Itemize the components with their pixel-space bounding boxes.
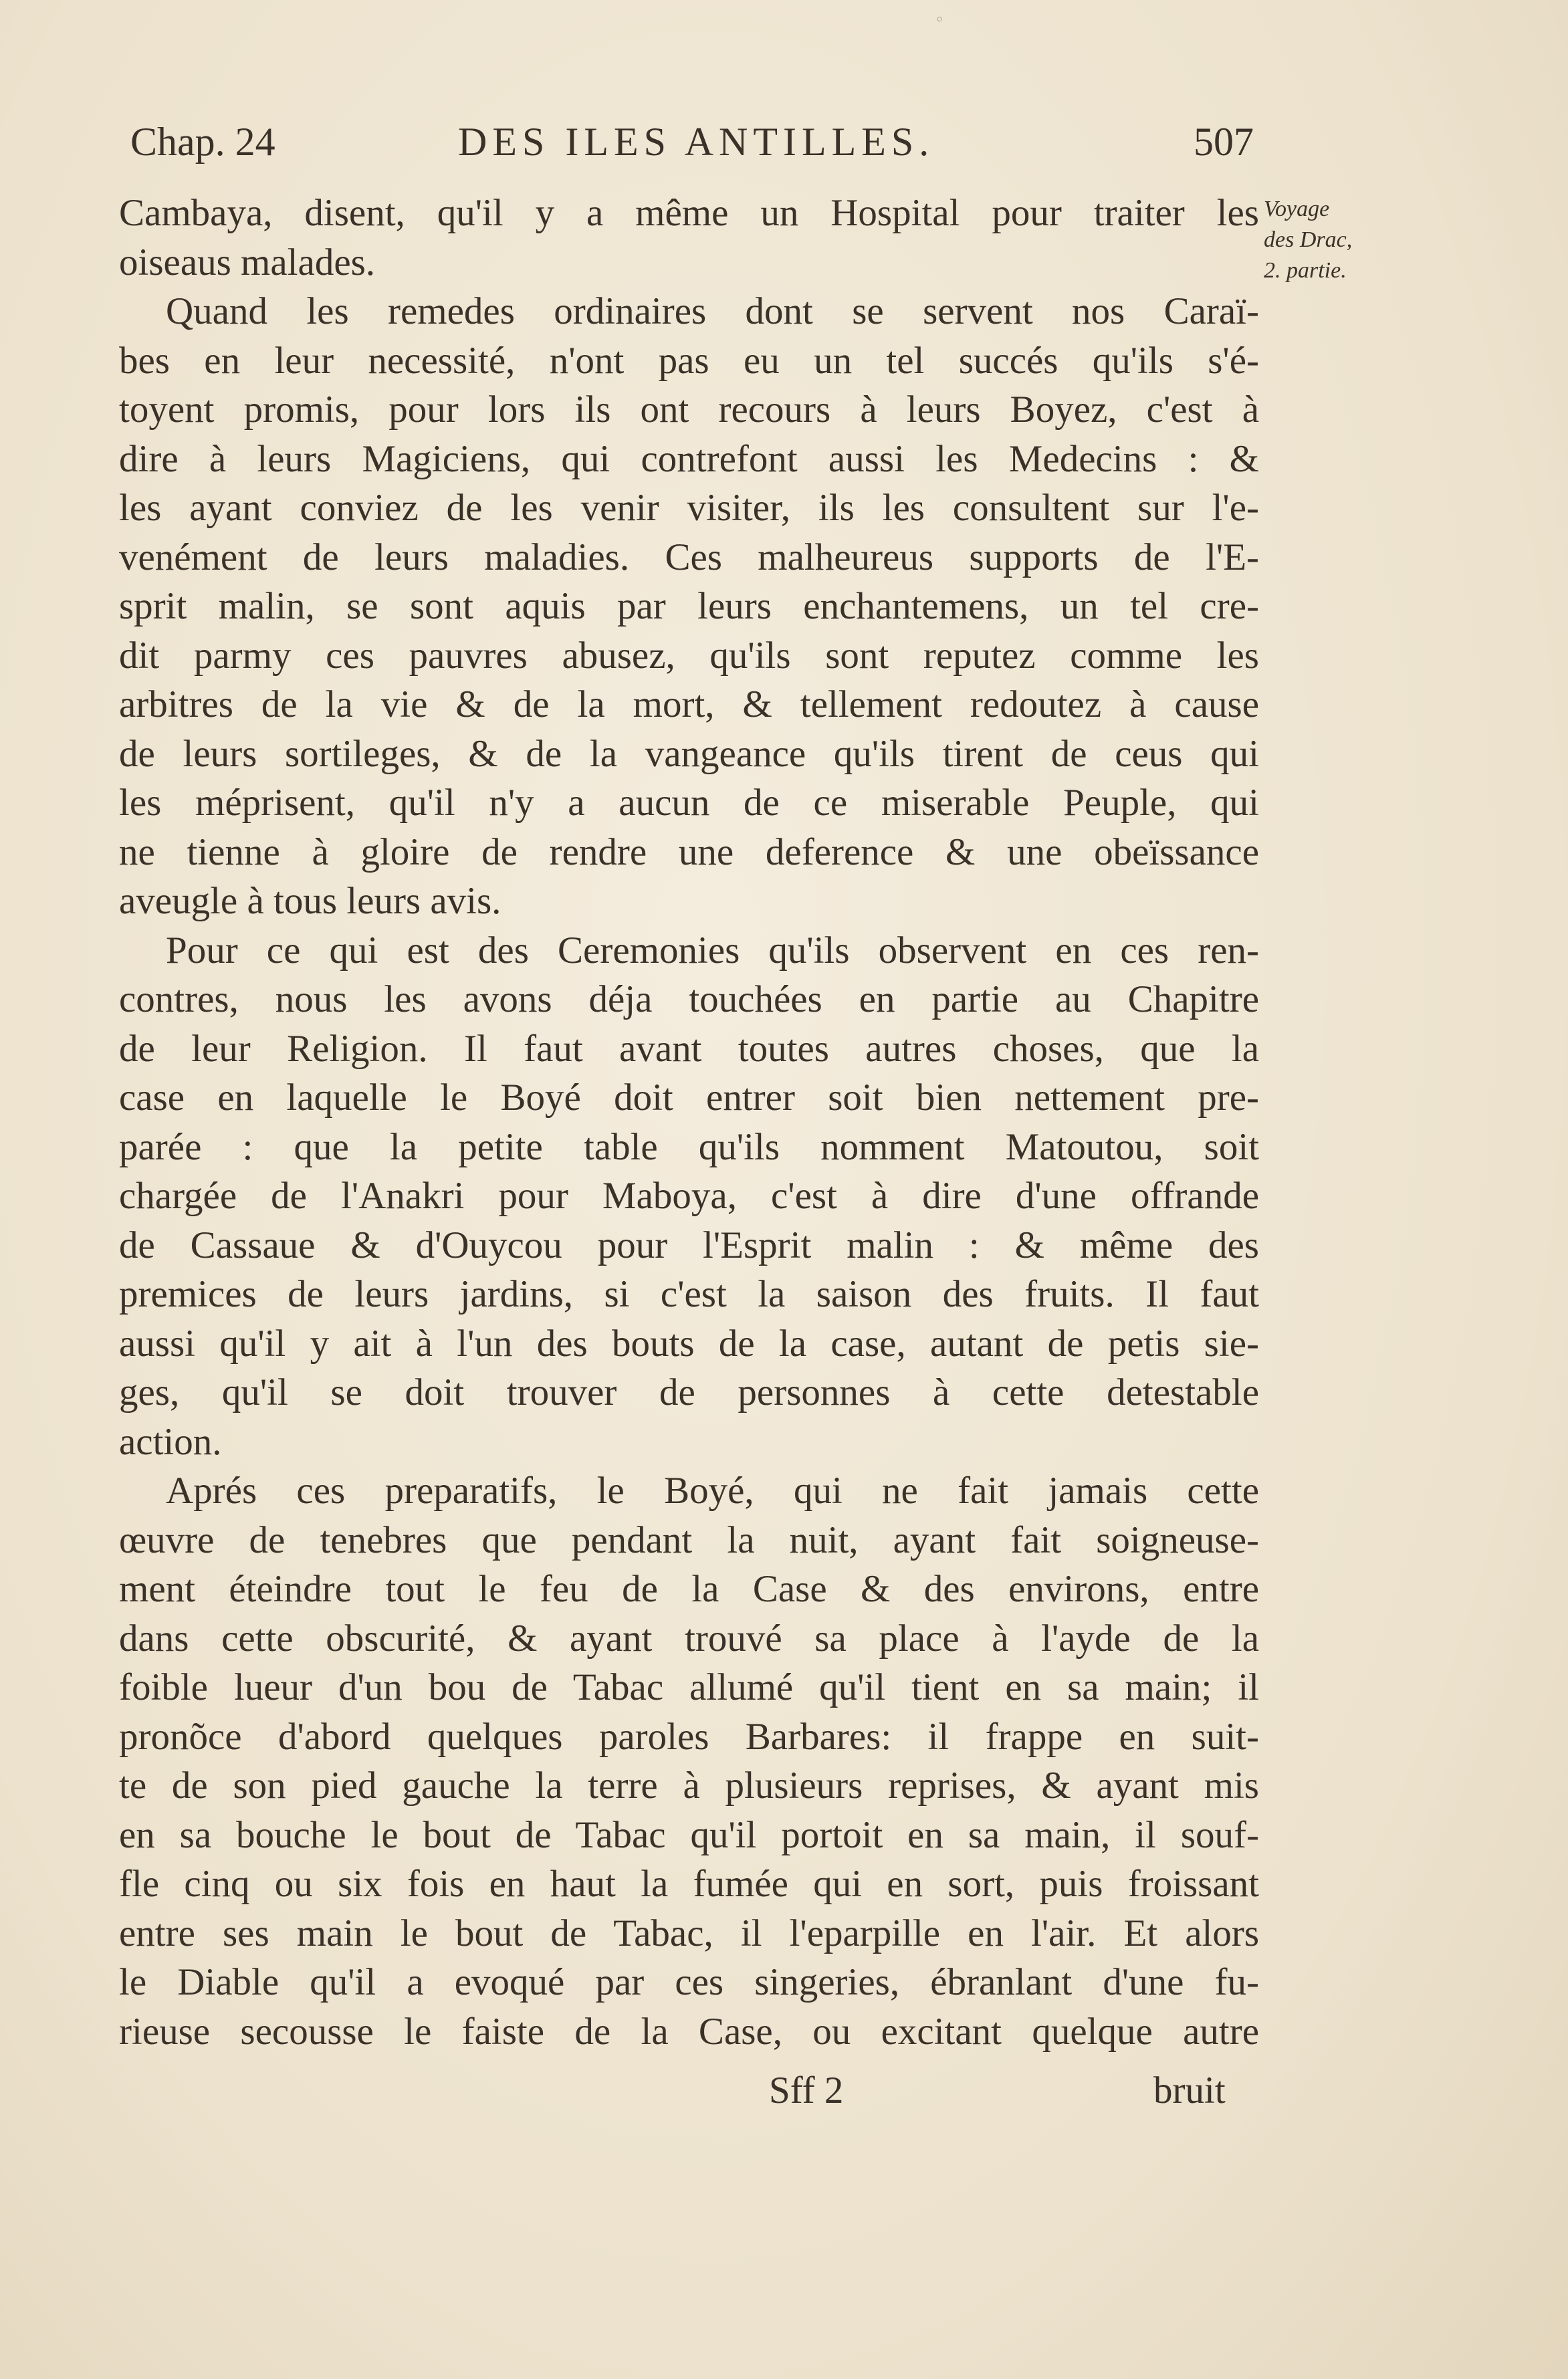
text-line: oiseaus malades. xyxy=(119,241,376,284)
text-line: pronõce d'abord quelques paroles Barbares: il frappe en suit- xyxy=(119,1715,1259,1758)
text-line: de Cassaue & d'Ouycou pour l'Esprit malin : & même des xyxy=(119,1224,1259,1266)
text-line: venément de leurs maladies. Ces malheureus supports de l'E- xyxy=(119,536,1259,578)
margin-note-line: 2. partie. xyxy=(1264,258,1347,283)
margin-note xyxy=(1264,194,1371,286)
text-line: en sa bouche le bout de Tabac qu'il portoit en sa main, il souf- xyxy=(119,1813,1259,1856)
text-line: action. xyxy=(119,1420,222,1463)
text-line: œuvre de tenebres que pendant la nuit, ayant fait soigneuse- xyxy=(119,1518,1259,1561)
text-line: aussi qu'il y ait à l'un des bouts de la case, autant de petis sie- xyxy=(119,1322,1259,1365)
text-line: rieuse secousse le faiste de la Case, ou excitant quelque autre xyxy=(119,2010,1259,2053)
text-line: contres, nous les avons déja touchées en partie au Chapitre xyxy=(119,978,1259,1020)
text-line: Pour ce qui est des Ceremonies qu'ils observent en ces ren- xyxy=(166,929,1259,972)
text-line: aveugle à tous leurs avis. xyxy=(119,880,501,922)
running-title: DES ILES ANTILLES. xyxy=(458,120,935,164)
text-line: Cambaya, disent, qu'il y a même un Hospital pour traiter les xyxy=(119,192,1259,234)
text-line: parée : que la petite table qu'ils nomment Matoutou, soit xyxy=(119,1125,1259,1168)
text-line: le Diable qu'il a evoqué par ces singeries, ébranlant d'une fu- xyxy=(119,1961,1259,2003)
text-line: case en laquelle le Boyé doit entrer soit bien nettement pre- xyxy=(119,1077,1259,1119)
text-line: de leurs sortileges, & de la vangeance qu'ils tirent de ceus qui xyxy=(119,732,1259,775)
text-line: les méprisent, qu'il n'y a aucun de ce miserable Peuple, qui xyxy=(119,782,1259,824)
chapter-label: Chap. 24 xyxy=(130,120,275,164)
body-text xyxy=(119,189,1259,2056)
margin-note-line: Voyage xyxy=(1264,197,1330,221)
text-line: dire à leurs Magiciens, qui contrefont aussi les Medecins : & xyxy=(119,437,1259,480)
signature-mark: Sff 2 xyxy=(769,2069,844,2112)
text-line: dit parmy ces pauvres abusez, qu'ils sont reputez comme les xyxy=(119,634,1259,677)
text-line: ment éteindre tout le feu de la Case & des environs, entre xyxy=(119,1568,1259,1610)
text-line: ne tienne à gloire de rendre une deference & une obeïssance xyxy=(119,830,1259,873)
text-line: fle cinq ou six fois en haut la fumée qui en sort, puis froissant xyxy=(119,1863,1259,1905)
page-speck: ◦ xyxy=(936,8,943,30)
text-line: te de son pied gauche la terre à plusieurs reprises, & ayant mis xyxy=(119,1765,1259,1807)
text-line: bes en leur necessité, n'ont pas eu un tel succés qu'ils s'é- xyxy=(119,339,1259,382)
text-line: ges, qu'il se doit trouver de personnes à cette detestable xyxy=(119,1371,1259,1413)
text-line: Quand les remedes ordinaires dont se servent nos Caraï- xyxy=(166,290,1259,332)
text-line: chargée de l'Anakri pour Maboya, c'est à dire d'une offrande xyxy=(119,1175,1259,1217)
text-line: arbitres de la vie & de la mort, & tellement redoutez à cause xyxy=(119,683,1259,725)
text-line: Aprés ces preparatifs, le Boyé, qui ne fait jamais cette xyxy=(166,1470,1259,1512)
text-line: les ayant conviez de les venir visiter, ils les consultent sur l'e- xyxy=(119,487,1259,529)
text-line: dans cette obscurité, & ayant trouvé sa place à l'ayde de la xyxy=(119,1617,1259,1660)
text-line: premices de leurs jardins, si c'est la saison des fruits. Il faut xyxy=(119,1273,1259,1315)
text-line: de leur Religion. Il faut avant toutes autres choses, que la xyxy=(119,1027,1259,1070)
margin-note-line: des Drac, xyxy=(1264,227,1353,252)
text-line: entre ses main le bout de Tabac, il l'eparpille en l'air. Et alors xyxy=(119,1912,1259,1954)
page-number: 507 xyxy=(1194,120,1254,164)
text-line: toyent promis, pour lors ils ont recours à leurs Boyez, c'est à xyxy=(119,388,1259,431)
running-header xyxy=(130,119,1254,179)
catchword: bruit xyxy=(1153,2069,1226,2112)
text-line: foible lueur d'un bou de Tabac allumé qu'il tient en sa main; il xyxy=(119,1666,1259,1708)
text-line: sprit malin, se sont aquis par leurs enchantemens, un tel cre- xyxy=(119,585,1259,627)
